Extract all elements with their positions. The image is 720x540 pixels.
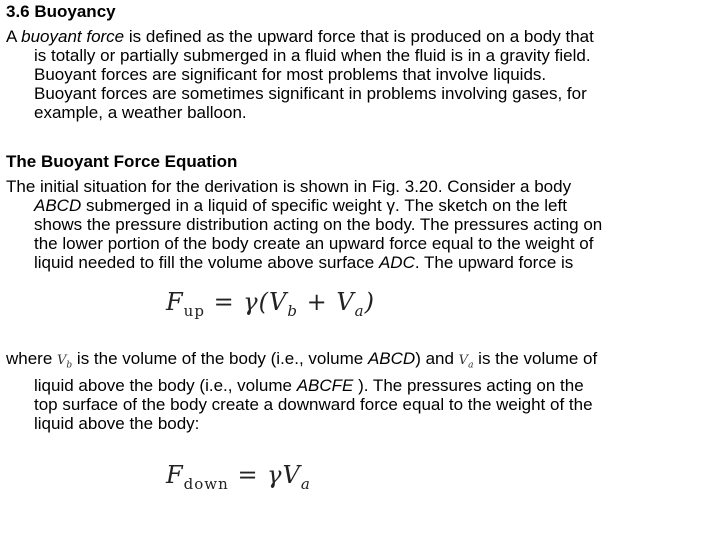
derivation-paragraph: The initial situation for the derivation is shown in Fig. 3.20. Consider a body ABCD submerged in a liquid of specific weight γ. The sketch on the left shows the pressure distribution acting on the body. The pressures acting on the lower portion of the body create an upward force equal to the weight of liquid needed to fill the volume above surface ADC. The upward force is: [6, 177, 603, 272]
subsection-title: The Buoyant Force Equation: [6, 152, 238, 171]
buoyant-force-term: buoyant force: [21, 27, 125, 46]
body-volume-symbol: $V_b$: [57, 353, 73, 371]
subsection-heading: [6, 152, 237, 171]
liquid-volume-symbol: $V_a$: [458, 353, 474, 371]
section-title: 3.6 Buoyancy: [6, 2, 116, 21]
volume-paragraph: where $V_b$ is the volume of the body (i.e., volume ABCD) and $V_a$ is the volume of liquid above the body (i.e., volume ABCFE ). The pressures acting on the top surface of the body create a downward force equal to the weight of the liquid above the body:: [6, 349, 598, 433]
upward-force-equation: $F_{up} = \gamma(V_b + V_a)$: [166, 288, 375, 320]
intro-paragraph: A buoyant force is defined as the upward force that is produced on a body that is totally or partially submerged in a fluid when the fluid is in a gravity field. Buoyant forces are significant for most problems that involve liquids. Buoyant forces are sometimes significant in problems involving gases, for example, a weather balloon.: [6, 27, 594, 122]
section-heading: [6, 2, 116, 21]
downward-force-equation: $F_{down} = \gamma V_a$: [166, 461, 311, 493]
